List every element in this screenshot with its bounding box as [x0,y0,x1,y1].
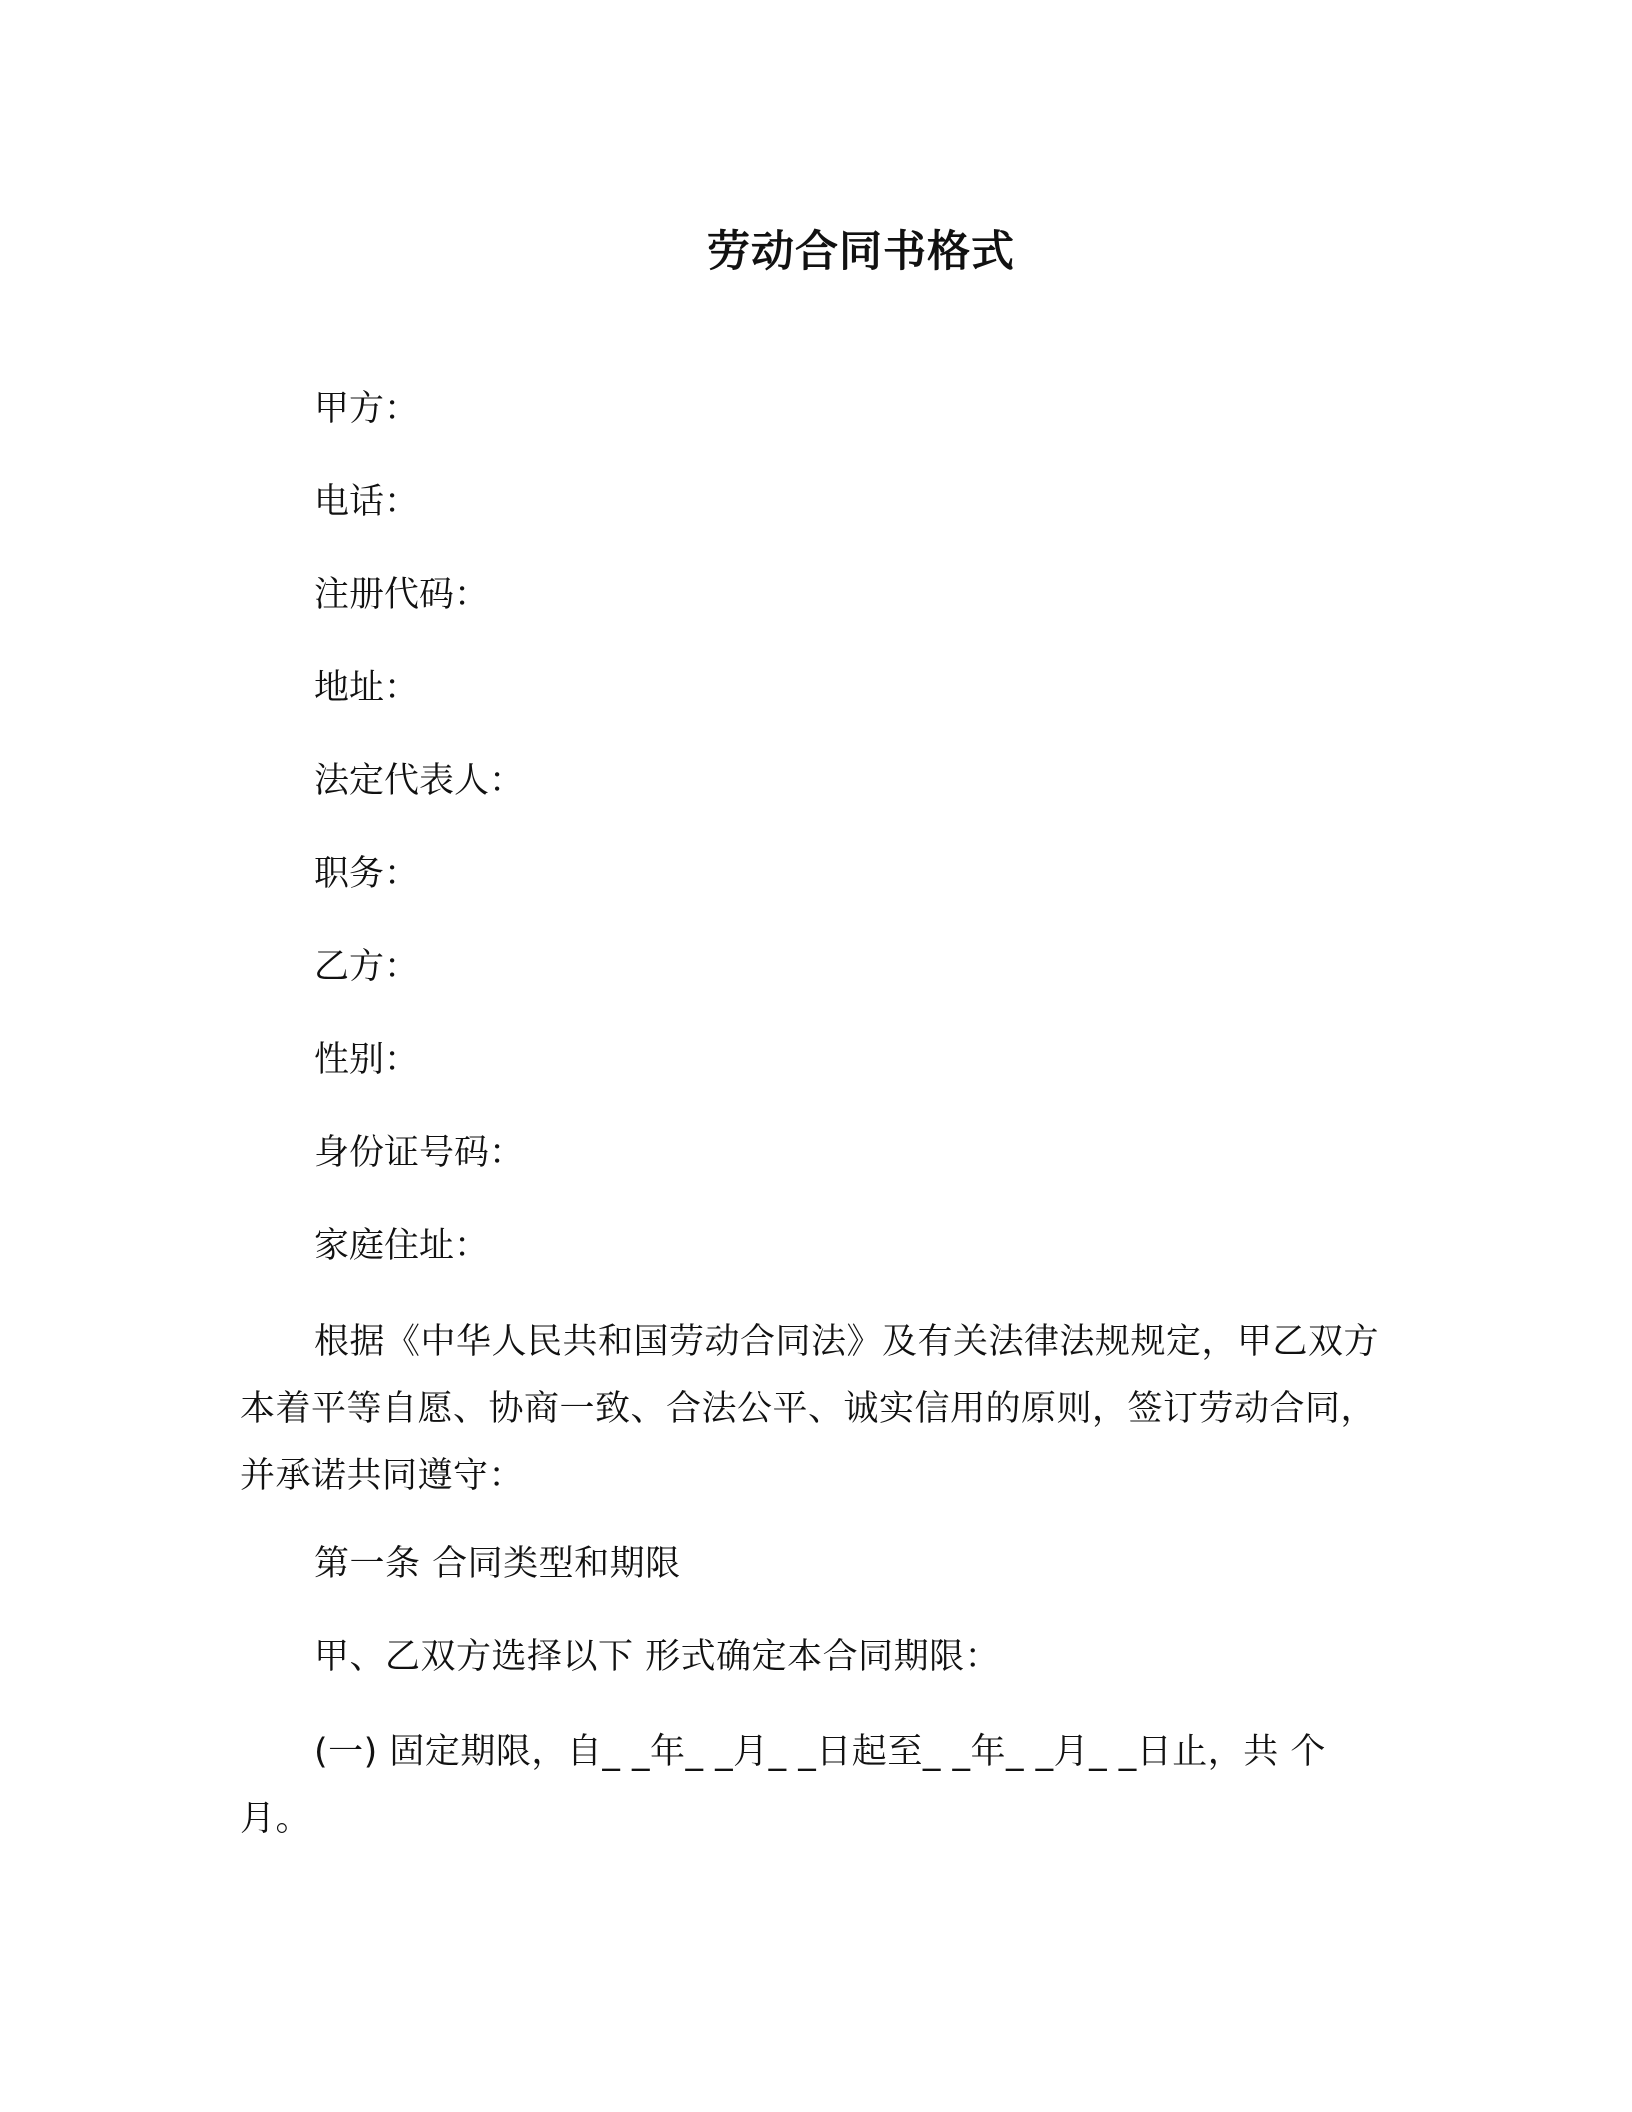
address-field: 地址： [314,668,420,708]
position-field: 职务： [314,854,420,894]
registration-code-field: 注册代码： [314,575,490,615]
document-title: 劳动合同书格式 [707,227,1015,277]
phone-field: 电话： [314,482,420,522]
legal-representative-field: 法定代表人： [314,761,525,801]
home-address-field: 家庭住址： [314,1226,490,1266]
party-a-field: 甲方： [314,389,420,429]
party-b-field: 乙方： [314,947,420,987]
id-number-field: 身份证号码： [314,1133,525,1173]
article-1-intro: 甲、乙双方选择以下 形式确定本合同期限： [314,1637,1001,1677]
article-1-item-1: (一) 固定期限，自_ _年_ _月_ _日起至_ _年_ _月_ _日止，共 个月。 [240,1732,1326,1839]
gender-field: 性别： [314,1040,420,1080]
preamble-paragraph: 根据《中华人民共和国劳动合同法》及有关法律法规规定，甲乙双方本着平等自愿、协商一致、合法公平、诚实信用的原则，签订劳动合同，并承诺共同遵守： [240,1322,1380,1496]
article-1-heading: 第一条 合同类型和期限 [314,1544,681,1584]
